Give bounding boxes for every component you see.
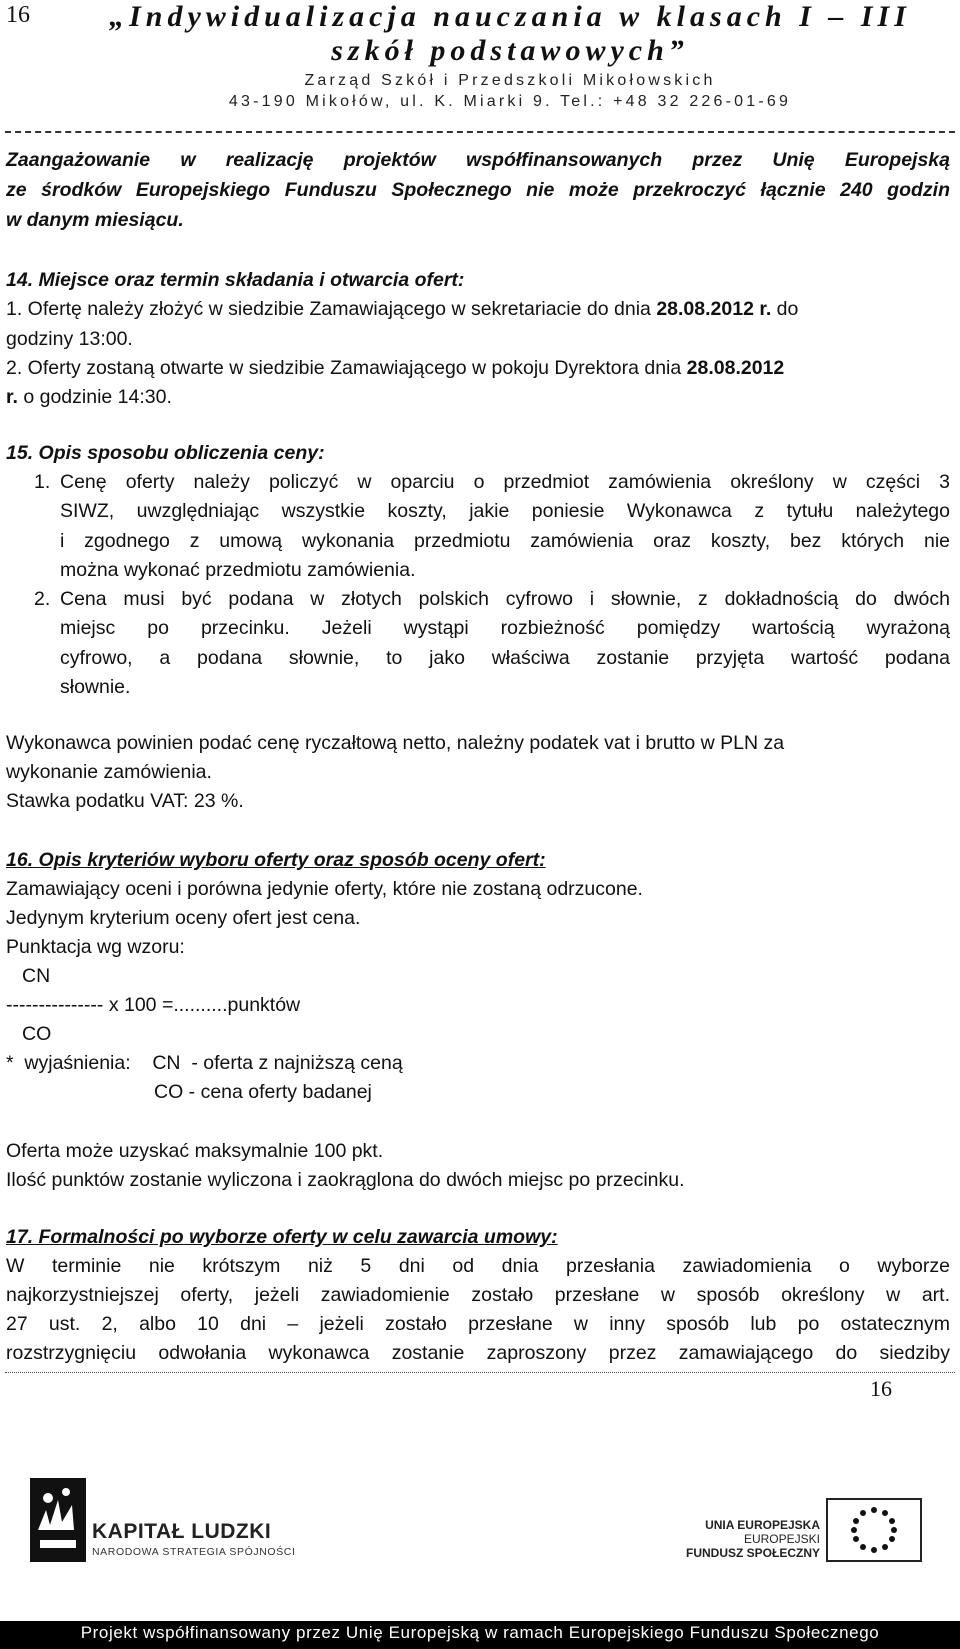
s17-line: rozstrzygnięciu odwołania wykonawca zostanie zaproszony przez zamawiającego do siedziby [6, 1342, 950, 1364]
rounding-note: Ilość punktów zostanie wyliczona i zaokrąglona do dwóch miejsc po przecinku. [6, 1169, 685, 1191]
price-note: wykonanie zamówienia. [6, 761, 212, 783]
formula-denominator: CO [22, 1023, 52, 1045]
kl-subtitle: NARODOWA STRATEGIA SPÓJNOŚCI [92, 1546, 296, 1558]
eu-text [660, 1518, 820, 1560]
s15-item-2-num: 2. [34, 588, 51, 610]
section-17-heading: 17. Formalności po wyborze oferty w celu zawarcia umowy: [6, 1226, 558, 1248]
s16-line: Jedynym kryterium oceny ofert jest cena. [6, 907, 361, 929]
s15-item-1-num: 1. [34, 471, 51, 493]
s15-item-2-line: słownie. [60, 676, 131, 698]
org-name: Zarząd Szkół i Przedszkoli Mikołowskich [304, 72, 716, 89]
footer-page-number: 16 [870, 1376, 892, 1401]
s16-line: Zamawiający oceni i porówna jedynie oferty, które nie zostaną odrzucone. [6, 878, 643, 900]
intro-line: Zaangażowanie w realizację projektów współfinansowanych przez Unię Europejską [6, 149, 950, 171]
intro-line: ze środków Europejskiego Funduszu Społecznego nie może przekroczyć łącznie 240 godzin [6, 179, 950, 201]
formula-fraction: --------------- x 100 =..........punktów [6, 994, 301, 1016]
bottom-divider [5, 1372, 955, 1373]
s15-item-2-line: Cena musi być podana w złotych polskich cyfrowo i słownie, z dokładnością do dwóch [60, 588, 950, 610]
s15-item-2-line: miejsc po przecinku. Jeżeli wystąpi rozbieżność pomiędzy wartością wyrażoną [60, 617, 950, 639]
header-divider [5, 131, 955, 133]
s17-line: najkorzystniejszej oferty, jeżeli zawiadomienie zostało przesłane w sposób określony w art. [6, 1284, 950, 1306]
s15-item-2-line: cyfrowo, a podana słownie, to jako właściwa zostanie przyjęta wartość podana [60, 647, 950, 669]
header-page-number: 16 [6, 2, 30, 28]
vat-rate: Stawka podatku VAT: 23 %. [6, 790, 244, 812]
s14-item-2-cont: r. o godzinie 14:30. [6, 386, 172, 408]
s17-line: 27 ust. 2, albo 10 dni – jeżeli zostało przesłane w inny sposób lub po ostatecznym [6, 1313, 950, 1335]
section-16-heading: 16. Opis kryteriów wyboru oferty oraz sposób oceny ofert: [6, 849, 546, 871]
eu-line-1: UNIA EUROPEJSKA [705, 1518, 820, 1532]
s15-item-1-line: i zgodnego z umową wykonania przedmiotu zamówienia oraz koszty, bez których nie [60, 530, 950, 552]
max-points: Oferta może uzyskać maksymalnie 100 pkt. [6, 1140, 384, 1162]
formula-explanation: CO - cena oferty badanej [154, 1081, 372, 1103]
s16-line: Punktacja wg wzoru: [6, 936, 185, 958]
section-15-heading: 15. Opis sposobu obliczenia ceny: [6, 442, 325, 464]
s15-item-1-line: Cenę oferty należy policzyć w oparciu o przedmiot zamówienia określony w części 3 [60, 471, 950, 493]
kl-title: KAPITAŁ LUDZKI [92, 1520, 272, 1543]
price-note: Wykonawca powinien podać cenę ryczałtową netto, należny podatek vat i brutto w PLN za [6, 732, 785, 754]
kapital-ludzki-logo [28, 1470, 88, 1570]
star-people-icon [28, 1470, 88, 1570]
eu-line-2: EUROPEJSKI [743, 1532, 820, 1546]
s15-item-1-line: można wykonać przedmiotu zamówienia. [60, 559, 416, 581]
s15-item-1-line: SIWZ, uwzględniając wszystkie koszty, jakie poniesie Wykonawca z tytułu należytego [60, 500, 950, 522]
s17-line: W terminie nie krótszym niż 5 dni od dnia przesłania zawiadomienia o wyborze [6, 1255, 950, 1277]
s14-item-2: 2. Oferty zostaną otwarte w siedzibie Zamawiającego w pokoju Dyrektora dnia 28.08.2012 [6, 357, 785, 379]
s14-item-1-cont: godziny 13:00. [6, 328, 133, 350]
org-address: 43-190 Mikołów, ul. K. Miarki 9. Tel.: +48 32 226-01-69 [228, 93, 792, 110]
formula-numerator: CN [22, 965, 51, 987]
project-title-line1: „Indywidualizacja nauczania w klasach I – III [109, 0, 911, 33]
section-14-heading: 14. Miejsce oraz termin składania i otwarcia ofert: [6, 269, 465, 291]
formula-explanation: * wyjaśnienia: CN - oferta z najniższą ceną [6, 1052, 403, 1074]
project-title-line2: szkół podstawowych” [331, 34, 689, 67]
intro-line: w danym miesiącu. [6, 209, 184, 231]
eu-flag-icon [826, 1498, 922, 1567]
eu-line-3: FUNDUSZ SPOŁECZNY [685, 1546, 820, 1560]
footer-text: Projekt współfinansowany przez Unię Europejską w ramach Europejskiego Funduszu Społecznego [80, 1623, 880, 1642]
s14-item-1: 1. Ofertę należy złożyć w siedzibie Zamawiającego w sekretariacie do dnia 28.08.2012 r. do [6, 298, 799, 320]
